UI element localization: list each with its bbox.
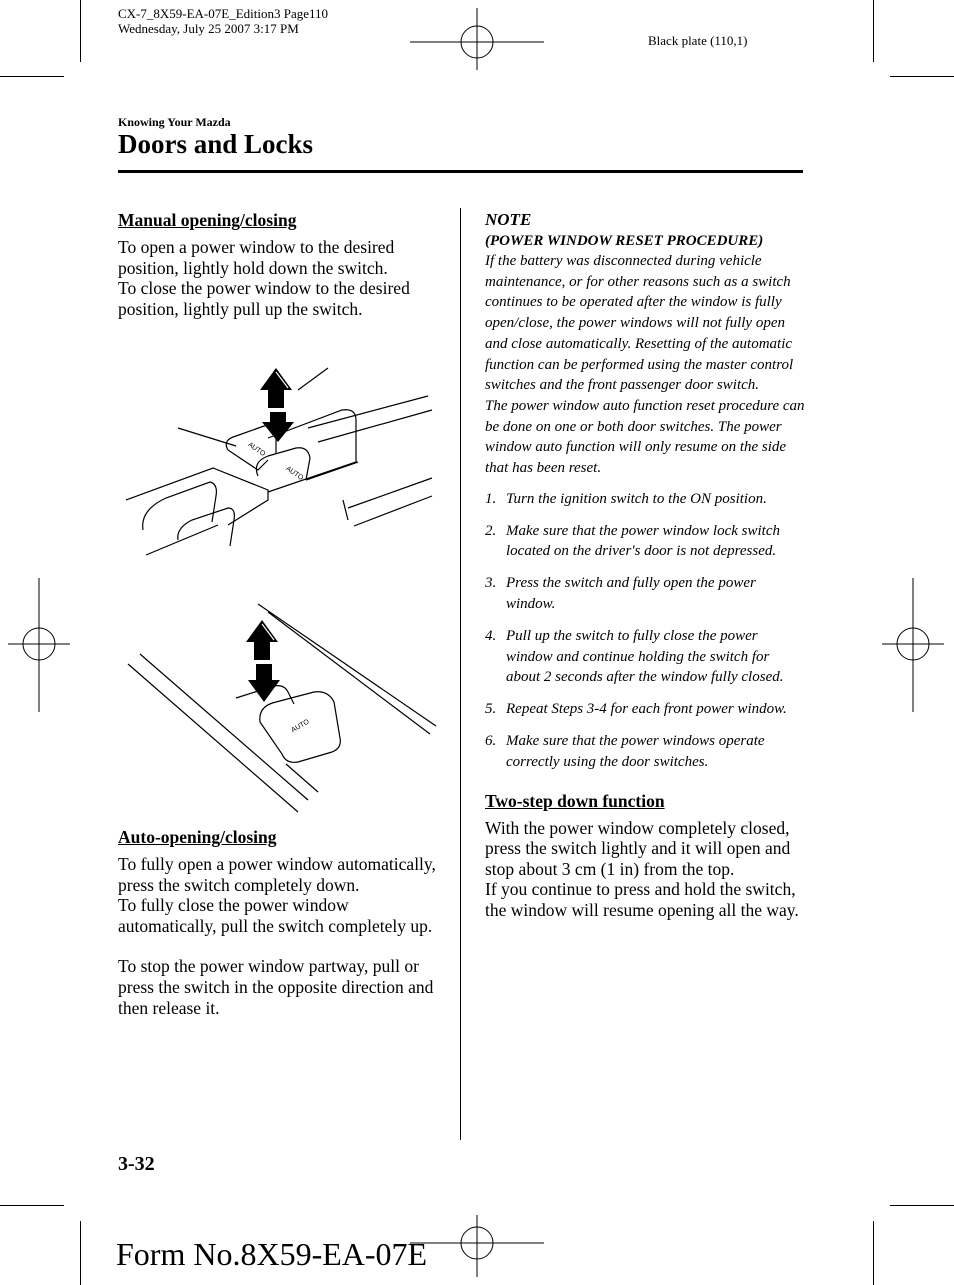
list-item: 5. Repeat Steps 3-4 for each front power window. bbox=[485, 701, 787, 718]
crop-mark bbox=[80, 1221, 81, 1285]
auto-label: AUTO bbox=[246, 441, 267, 459]
crop-mark bbox=[0, 76, 64, 77]
note-subtitle: (POWER WINDOW RESET PROCEDURE) bbox=[485, 233, 764, 249]
section-label: Knowing Your Mazda bbox=[118, 115, 231, 129]
manual-paragraph-2: To close the power window to the desired position, lightly pull up the switch. bbox=[118, 278, 410, 319]
twostep-heading: Two-step down function bbox=[485, 790, 665, 811]
auto-paragraph-1: To fully open a power window automatically, press the switch completely down. bbox=[118, 854, 436, 895]
form-number: Form No.8X59-EA-07E bbox=[116, 1236, 428, 1272]
note-paragraph-1: If the battery was disconnected during vehicle maintenance, or for other reasons such as a switch continues to be operated after the window is fully open/close, the power windows will not fully open and close automatically. Resetting of the automatic function can be performed using the master control switches and the front passenger door switch. bbox=[485, 253, 794, 394]
crop-mark bbox=[890, 76, 954, 77]
auto-heading: Auto-opening/closing bbox=[118, 827, 277, 847]
manual-heading: Manual opening/closing bbox=[118, 210, 297, 230]
twostep-paragraph-2: If you continue to press and hold the switch, the window will resume opening all the way. bbox=[485, 879, 799, 920]
crop-mark bbox=[0, 1205, 64, 1206]
door-switch-illustration bbox=[118, 602, 438, 814]
print-info-date: Wednesday, July 25 2007 3:17 PM bbox=[118, 21, 299, 36]
registration-mark-icon bbox=[882, 578, 944, 712]
auto-label: AUTO bbox=[290, 718, 311, 735]
master-switch-illustration bbox=[118, 350, 438, 572]
crop-mark bbox=[80, 0, 81, 62]
list-item: 6. Make sure that the power windows operate correctly using the door switches. bbox=[485, 732, 765, 770]
list-item: 2. Make sure that the power window lock switch located on the driver's door is not depressed. bbox=[485, 522, 780, 560]
up-down-arrow-icon bbox=[260, 368, 294, 442]
up-down-arrow-icon bbox=[246, 620, 280, 702]
print-info-file: CX-7_8X59-EA-07E_Edition3 Page110 bbox=[118, 6, 329, 21]
title-rule bbox=[118, 170, 803, 173]
auto-section bbox=[118, 826, 440, 1018]
page-number: 3-32 bbox=[118, 1153, 155, 1175]
right-column bbox=[485, 209, 805, 920]
note-title: NOTE bbox=[485, 210, 532, 229]
note-paragraph-2: The power window auto function reset procedure can be done on one or both door switches. The power window auto function will only resume on the side that has been reset. bbox=[485, 397, 805, 477]
column-divider bbox=[460, 208, 461, 1140]
auto-paragraph-3: To stop the power window partway, pull or press the switch in the opposite direction and then release it. bbox=[118, 956, 434, 1018]
list-item: 4. Pull up the switch to fully close the power window and continue holding the switch for about 2 seconds after the window fully closed. bbox=[485, 627, 784, 686]
registration-mark-icon bbox=[410, 1215, 544, 1277]
manual-paragraph-1: To open a power window to the desired position, lightly hold down the switch. bbox=[118, 237, 395, 278]
reset-steps-list bbox=[485, 489, 805, 773]
auto-label: AUTO bbox=[284, 465, 305, 483]
print-info bbox=[118, 6, 328, 36]
registration-mark-icon bbox=[8, 578, 70, 712]
crop-mark bbox=[873, 1221, 874, 1285]
page-title: Doors and Locks bbox=[118, 129, 314, 159]
auto-paragraph-2: To fully close the power window automatically, pull the switch completely up. bbox=[118, 895, 433, 936]
crop-mark bbox=[890, 1205, 954, 1206]
left-column bbox=[118, 209, 440, 319]
crop-mark bbox=[873, 0, 874, 62]
list-item: 1. Turn the ignition switch to the ON position. bbox=[485, 490, 767, 507]
list-item: 3. Press the switch and fully open the power window. bbox=[485, 575, 756, 612]
plate-label: Black plate (110,1) bbox=[648, 33, 748, 48]
twostep-paragraph-1: With the power window completely closed, press the switch lightly and it will open and stop about 3 cm (1 in) from the top. bbox=[485, 817, 791, 879]
registration-mark-icon bbox=[410, 8, 544, 70]
